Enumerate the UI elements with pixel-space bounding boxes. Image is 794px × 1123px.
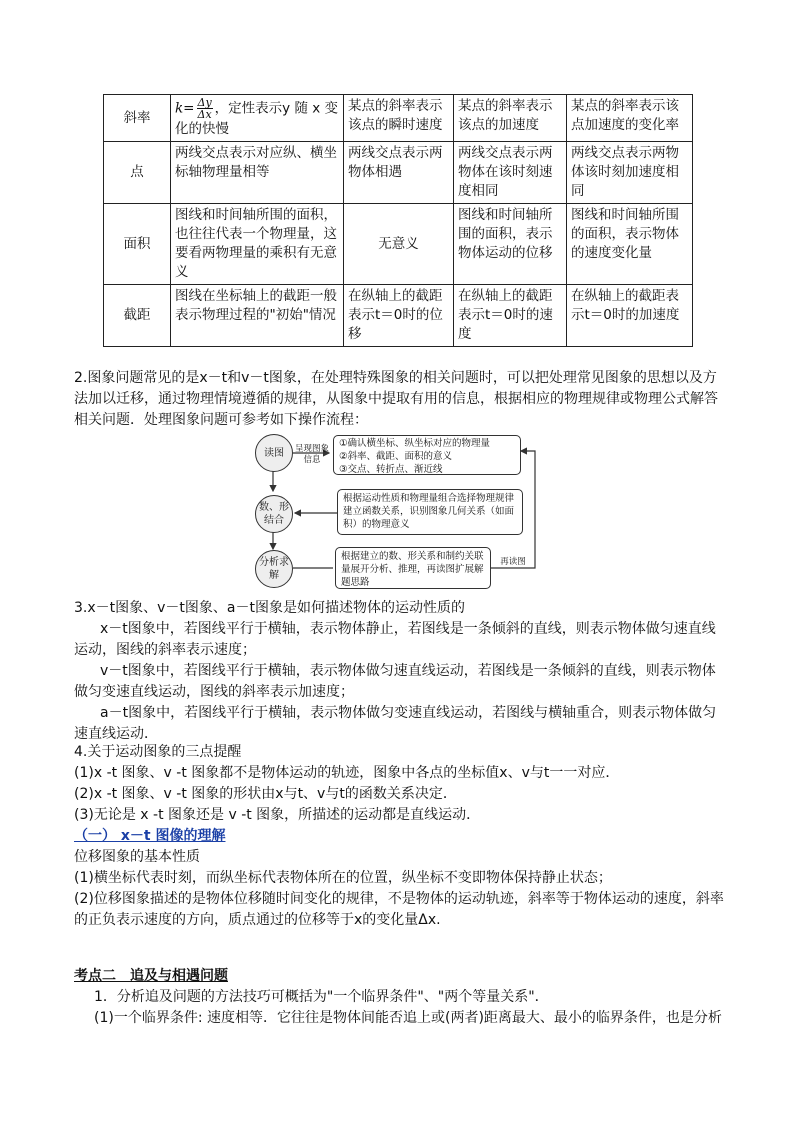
section-xt-graph [74,826,724,931]
flow-box-line: ①确认横坐标、纵坐标对应的物理量 [339,438,491,449]
paragraph-4-title: 4.关于运动图象的三点提醒 [74,744,242,760]
formula-k: k= [175,100,195,117]
flow-box-line: ②斜率、截距、面积的意义 [339,451,453,462]
flow-box-2: 根据运动性质和物理量组合选择物理规律建立函数关系，识别图象几何关系（如面积）的物理意义 [337,489,523,535]
paragraph-3-line: v－t图象中，若图线平行于横轴，表示物体做匀速直线运动，若图线是一条倾斜的直线，则表示物体做匀变速直线运动，图线的斜率表示加速度； [74,663,716,700]
section-chase-meet [74,966,724,1029]
table-row [104,95,693,142]
table-row [104,285,693,347]
section-line: (1)横坐标代表时刻，而纵坐标代表物体所在的位置，纵坐标不变即物体保持静止状态； [74,870,612,886]
row-label: 点 [104,142,171,204]
table-cell: 在纵轴上的截距表示t＝0时的加速度 [567,285,693,347]
table-cell: 某点的斜率表示该点加速度的变化率 [567,95,693,142]
paragraph-2: 2.图象问题常见的是x－t和v－t图象，在处理特殊图象的相关问题时，可以把处理常见图象的思想以及方法加以迁移，通过物理情境遵循的规律，从图象中提取有用的信息，根据相应的物理规律或物理公式解答相关问题．处理图象问题可参考如下操作流程： [74,370,718,428]
table-cell: 两线交点表示两物体该时刻加速度相同 [567,142,693,204]
table-cell: 图线和时间轴所围的面积，也往往代表一个物理量，这要看两物理量的乘积有无意义 [171,204,344,285]
section-line: (2)位移图象描述的是物体位移随时间变化的规律，不是物体的运动轨迹，斜率等于物体运动的速度，斜率的正负表示速度的方向，质点通过的位移等于x的变化量Δx. [74,891,724,928]
flow-back-label: 再读图 [500,557,526,567]
table-cell: 两线交点表示两物体在该时刻速度相同 [454,142,567,204]
fraction-numerator: Δy [197,96,212,109]
flow-box-1 [333,435,521,475]
table-cell: 在纵轴上的截距表示t＝0时的位移 [344,285,454,347]
table-cell: 在纵轴上的截距表示t＝0时的速度 [454,285,567,347]
paragraph-3 [74,598,724,745]
paragraph-4-line: (2)x -t 图象、v -t 图象的形状由x与t、v与t的函数关系决定． [74,786,457,802]
section-heading: （一） x－t 图像的理解 [74,828,226,844]
paragraph-4-line: (1)x -t 图象、v -t 图象都不是物体运动的轨迹，图象中各点的坐标值x、v与t一一对应． [74,765,620,781]
table-cell: 两线交点表示两物体相遇 [344,142,454,204]
flow-node-solve: 分析求解 [255,550,293,588]
table-cell: 图线和时间轴所围的面积，表示物体的速度变化量 [567,204,693,285]
row-label: 斜率 [104,95,171,142]
section-line: 1．分析追及问题的方法技巧可概括为"一个临界条件"、"两个等量关系"． [94,989,549,1005]
table-cell: 某点的斜率表示该点的瞬时速度 [344,95,454,142]
flow-node-combine: 数、形结合 [255,495,293,533]
flow-box-3: 根据建立的数、形关系和制约关联量展开分析、推理，再读图扩展解题思路 [335,547,491,589]
table-cell [171,95,344,142]
section-title: 位移图象的基本性质 [74,849,200,865]
table-cell: 图线和时间轴所围的面积，表示物体运动的位移 [454,204,567,285]
fraction-denominator: Δx [197,108,212,121]
table-cell: 无意义 [344,204,454,285]
paragraph-4 [74,742,724,826]
section-heading: 考点二 追及与相遇问题 [74,968,228,984]
table-row [104,204,693,285]
flow-node-read: 读图 [255,434,293,472]
paragraph-3-title: 3.x－t图象、v－t图象、a－t图象是如何描述物体的运动性质的 [74,600,465,616]
flow-edge-label: 呈现图象信息 [295,444,330,465]
graph-comparison-table [103,94,693,347]
cell-text: ，定性表示y 随 x 变化的快慢 [175,100,339,137]
table-row [104,142,693,204]
paragraph-3-line: x－t图象中，若图线平行于横轴，表示物体静止，若图线是一条倾斜的直线，则表示物体做匀速直线运动，图线的斜率表示速度； [74,621,716,658]
section-line: (1)一个临界条件: 速度相等．它往往是物体间能否追上或(两者)距离最大、最小的临界条件，也是分析 [94,1010,722,1026]
flow-box-line: ③交点、转折点、渐近线 [339,464,443,475]
row-label: 面积 [104,204,171,285]
process-flowchart [253,431,543,593]
table-cell: 两线交点表示对应纵、横坐标轴物理量相等 [171,142,344,204]
row-label: 截距 [104,285,171,347]
fraction [197,97,213,120]
table-cell: 图线在坐标轴上的截距一般表示物理过程的"初始"情况 [171,285,344,347]
paragraph-3-line: a－t图象中，若图线平行于横轴，表示物体做匀变速直线运动，若图线与横轴重合，则表示物体做匀速直线运动． [74,705,717,742]
paragraph-4-line: (3)无论是 x -t 图象还是 v -t 图象，所描述的运动都是直线运动． [74,807,481,823]
table-cell: 某点的斜率表示该点的加速度 [454,95,567,142]
